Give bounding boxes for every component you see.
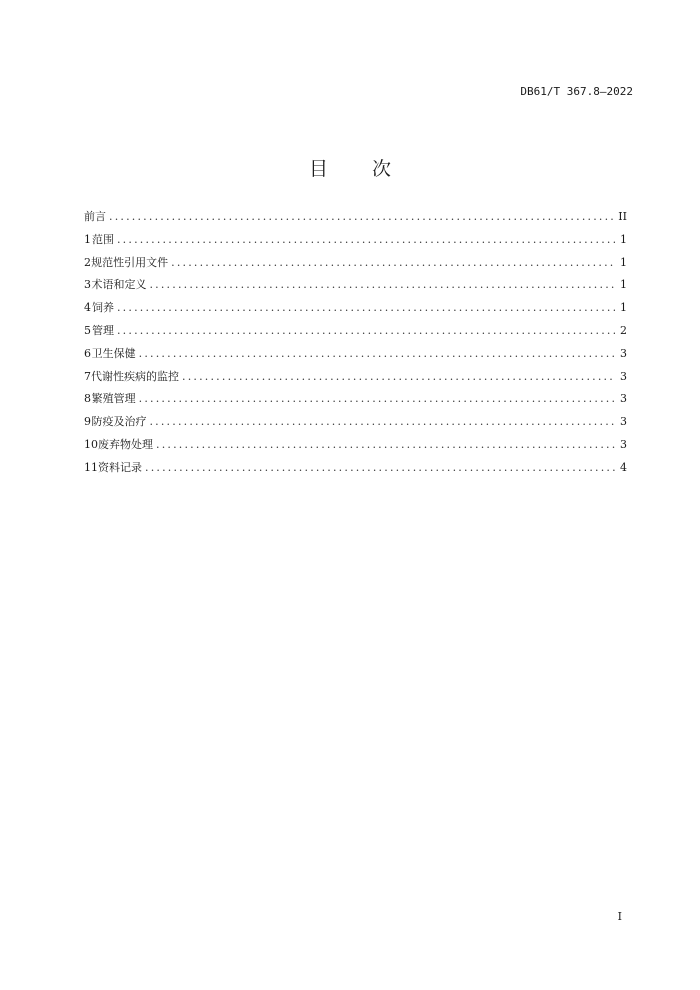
toc-entry-number: 3 — [84, 278, 91, 292]
toc-entry-number: 1 — [84, 232, 91, 246]
toc-entry-page: 3 — [620, 369, 627, 383]
toc-entry-2[interactable] — [84, 254, 627, 277]
toc-entry-label: 前言 — [84, 210, 106, 223]
toc-entry-page: 3 — [620, 392, 627, 406]
dot-leader — [117, 301, 615, 314]
toc-entry-page: 1 — [620, 278, 627, 292]
toc-entry-label: 范围 — [91, 232, 114, 246]
toc-entry-page: 3 — [620, 437, 627, 451]
dot-leader — [117, 324, 615, 337]
toc-entry-label: 饲养 — [91, 301, 114, 315]
document-code: DB61/T 367.8—2022 — [520, 85, 633, 98]
dot-leader — [139, 347, 615, 360]
toc-entry-number: 10 — [84, 437, 98, 451]
dot-leader — [145, 461, 615, 474]
footer-page-number: I — [617, 910, 622, 923]
toc-entry-5[interactable] — [84, 322, 627, 345]
toc-entry-number: 9 — [84, 415, 91, 429]
page-title — [0, 154, 700, 181]
toc-entry-page: II — [618, 210, 627, 223]
dot-leader — [156, 438, 615, 451]
toc-entry-label: 繁殖管理 — [91, 392, 136, 406]
toc-entry-number: 2 — [84, 255, 91, 269]
toc-entry-8[interactable] — [84, 390, 627, 413]
toc-entry-number: 11 — [84, 460, 98, 474]
toc-entry-page: 4 — [620, 460, 627, 474]
toc-entry-page: 1 — [620, 255, 627, 269]
toc-entry-page: 3 — [620, 346, 627, 360]
toc-entry-3[interactable] — [84, 276, 627, 299]
dot-leader — [117, 233, 615, 246]
dot-leader — [149, 278, 615, 291]
toc-entry-label: 防疫及治疗 — [91, 415, 147, 429]
toc-entry-label: 资料记录 — [98, 460, 142, 474]
toc-entry-6[interactable] — [84, 345, 627, 368]
table-of-contents — [84, 208, 627, 482]
toc-entry-page: 1 — [620, 301, 627, 315]
toc-entry-11[interactable] — [84, 459, 627, 482]
toc-entry-number: 4 — [84, 301, 91, 315]
dot-leader — [182, 370, 615, 383]
dot-leader — [149, 415, 615, 428]
toc-entry-label: 废弃物处理 — [98, 437, 153, 451]
toc-entry-label: 卫生保健 — [91, 346, 136, 360]
toc-entry-label: 术语和定义 — [91, 278, 147, 292]
toc-entry-label: 管理 — [91, 323, 114, 337]
toc-entry-page: 1 — [620, 232, 627, 246]
toc-entry-page: 2 — [620, 323, 627, 337]
title-char-1: 目 — [308, 158, 328, 180]
toc-entry-number: 5 — [84, 323, 91, 337]
title-char-2: 次 — [372, 158, 392, 180]
toc-entry-10[interactable] — [84, 436, 627, 459]
toc-entry-number: 6 — [84, 346, 91, 360]
dot-leader — [171, 256, 615, 269]
toc-entry-number: 8 — [84, 392, 91, 406]
toc-entry-number: 7 — [84, 369, 91, 383]
toc-entry-7[interactable] — [84, 368, 627, 391]
toc-entry-label: 代谢性疾病的监控 — [91, 369, 179, 383]
toc-entry-4[interactable] — [84, 299, 627, 322]
toc-entry-9[interactable] — [84, 413, 627, 436]
dot-leader — [139, 392, 615, 405]
toc-entry-1[interactable] — [84, 231, 627, 254]
dot-leader — [109, 210, 614, 223]
toc-entry-page: 3 — [620, 415, 627, 429]
toc-entry-foreword[interactable] — [84, 208, 627, 231]
toc-entry-label: 规范性引用文件 — [91, 255, 169, 269]
